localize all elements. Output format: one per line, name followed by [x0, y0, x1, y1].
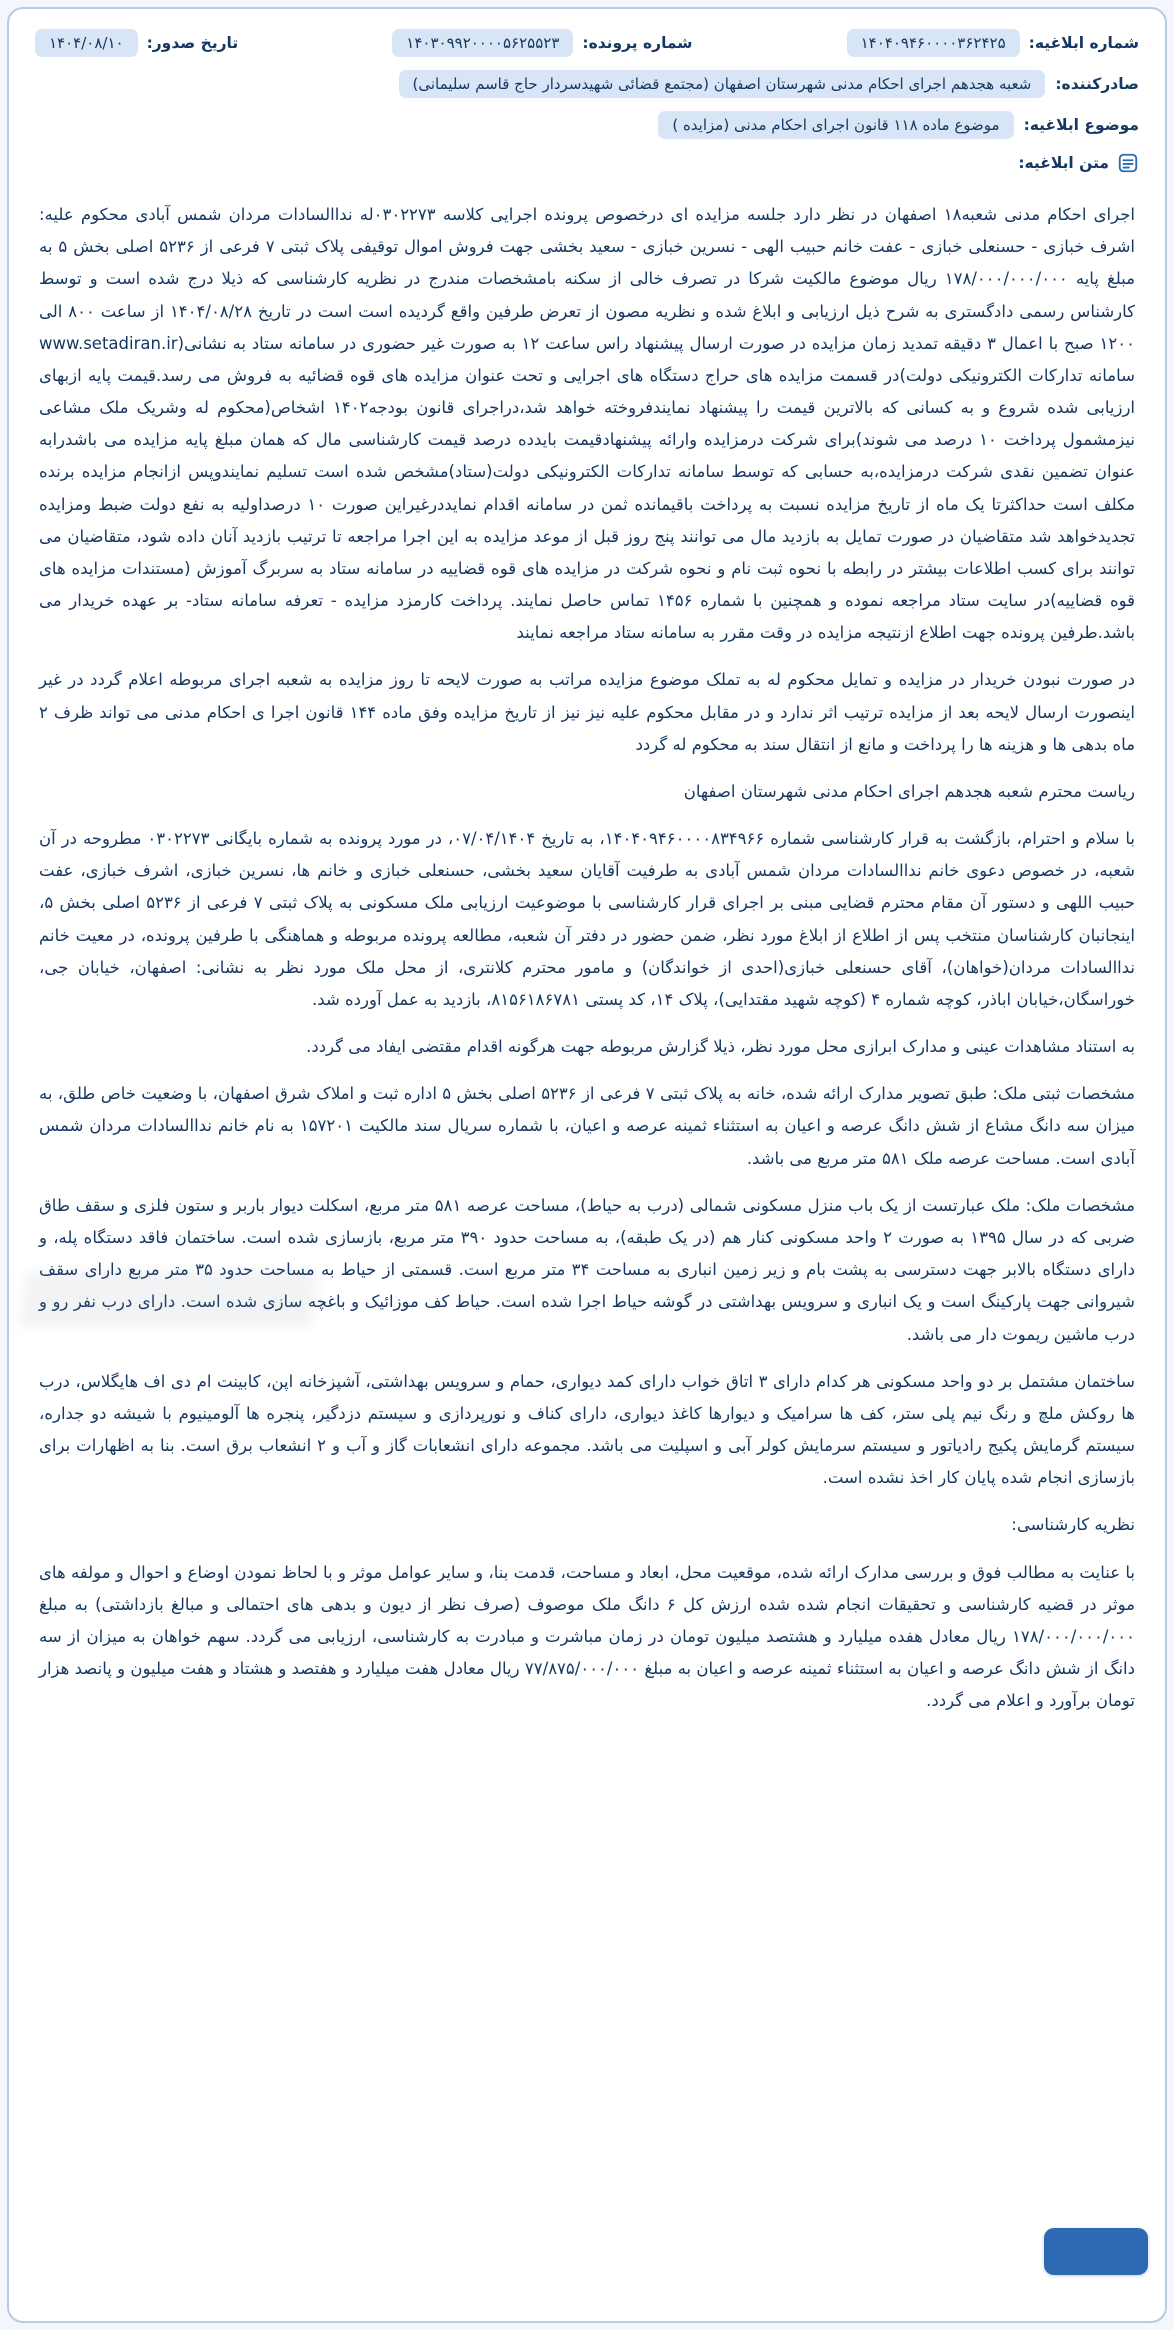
notice-body	[9, 191, 1165, 1717]
notice-header	[9, 9, 1165, 191]
notice-number-value: ۱۴۰۴۰۹۴۶۰۰۰۰۳۶۲۴۲۵	[847, 29, 1020, 57]
buyer-absence-paragraph: در صورت نبودن خریدار در مزایده و تمایل محکوم له به تملک موضوع مزایده مراتب به صورت لایحه تا روز مزایده به شعبه اجرای مربوطه اعلام گردد در غیر اینصورت ارسال لایحه بعد از مزایده ترتیب اثر ندارد و در مقابل محکوم علیه نیز نیز از تاریخ مزایده وفق ماده ۱۴۴ قانون اجرا ی احکام مدنی می تواند ظرف ۲ ماه بدهی ها و هزینه ها را پرداخت و مانع از انتقال سند به محکوم له گردد	[39, 670, 1136, 754]
valuation-paragraph: با عنایت به مطالب فوق و بررسی مدارک ارائه شده، موقعیت محل، ابعاد و مساحت، قدمت بنا، و سایر عوامل موثر و با لحاظ نمودن اوضاع و احوال و مولفه های موثر در قضیه کارشناسی و تحقیقات انجام شده شده ارزش کل ۶ دانگ ملک موصوف (صرف نظر از دیون و بدهی های احتمالی و مبالغ بازداشتی) به مبلغ ۱۷۸/۰۰۰/۰۰۰/۰۰۰ ریال معادل هفده میلیارد و هشتصد میلیون تومان در زمان مباشرت و مبادرت به کارشناسی، ارزیابی می گردد. سهم خواهان به میزان از سه دانگ از شش دانگ عرصه و اعیان به استثناء ثمینه عرصه و اعیان به مبلغ ۷۷/۸۷۵/۰۰۰/۰۰۰ ریال معادل هفت میلیارد و هفتصد و هشتاد و هفت میلیون و پانصد هزار تومان برآورد و اعلام می گردد.	[39, 1562, 1135, 1711]
notice-number-field	[847, 29, 1139, 57]
property-specs-paragraph: مشخصات ملک: ملک عبارتست از یک باب منزل مسکونی شمالی (درب به حیاط)، مساحت عرصه ۵۸۱ متر مربع، اسکلت دیوار باربر و ستون فلزی و سقف طاق ضربی که در سال ۱۳۹۵ به صورت ۲ واحد مسکونی کنار هم (در یک طبقه)، به مساحت حدود ۳۹۰ متر مربع، بازسازی شده است. ساختمان فاقد دستگاه پله، و دارای دستگاه بالابر جهت دسترسی به پشت بام و زیر زمین انباری به مساحت ۳۴ متر مربع است. قسمتی از حیاط به مساحت حدود ۳۵ متر مربع دارای سقف شیروانی جهت پارکینگ است و یک انباری و سرویس بهداشتی در گوشه حیاط اجرا شده است. حیاط کف موزائیک و باغچه سازی شده است. دارای درب نفر رو و درب ماشین ریموت دار می باشد.	[39, 1195, 1135, 1344]
notice-card	[7, 7, 1167, 2323]
notice-text-header	[35, 152, 1139, 174]
header-row-issuer	[35, 70, 1139, 98]
court-head-salutation: ریاست محترم شعبه هجدهم اجرای احکام مدنی شهرستان اصفهان	[683, 781, 1135, 801]
expert-report-intro-paragraph: با سلام و احترام، بازگشت به قرار کارشناسی شماره ۱۴۰۴۰۹۴۶۰۰۰۰۸۳۴۹۶۶، به تاریخ ۰۷/۰۴/۱۴۰۴، در مورد پرونده به شماره بایگانی ۰۳۰۲۲۷۳ مطروحه در آن شعبه، در خصوص دعوی خانم نداالسادات مردان شمس آبادی به طرفیت آقایان سعید بخشی، حسنعلی خبازی و خانم ها، نسرین خبازی، اشرف خبازی، عفت حبیب اللهی و دستور آن مقام محترم قضایی مبنی بر اجرای قرار کارشناسی با موضوعیت ارزیابی ملک مسکونی به پلاک ثبتی ۷ فرعی از ۵۲۳۶ اصلی بخش ۵، اینجانبان کارشناسان منتخب پس از اطلاع از ابلاغ مورد نظر، ضمن حضور در دفتر آن شعبه، مطالعه پرونده مربوطه و هماهنگی با طرفین پرونده، در معیت خانم نداالسادات مردان(خواهان)، آقای حسنعلی خبازی(احدی از خواندگان) و مامور محترم کلانتری، از محل ملک مورد نظر به نشانی: اصفهان، خیابان جی، خوراسگان،خیابان اباذر، کوچه شماره ۴ (کوچه شهید مقتدایی)، پلاک ۱۴، کد پستی ۸۱۵۶۱۸۶۷۸۱، بازدید به عمل آورده شد.	[39, 829, 1136, 1009]
auction-notice-paragraph: اجرای احکام مدنی شعبه۱۸ اصفهان در نظر دارد جلسه مزایده ای درخصوص پرونده اجرایی کلاسه ۰۳۰۲۲۷۳له نداالسادات مردان شمس آبادی محکوم علیه: اشرف خبازی - حسنعلی خبازی - عفت خانم حبیب الهی - نسرین خبازی - سعید بخشی جهت فروش اموال توقیفی پلاک ثبتی ۷ فرعی از ۵۲۳۶ اصلی بخش ۵ به مبلغ پایه ۱۷۸/۰۰۰/۰۰۰/۰۰۰ ریال موضوع مالکیت شرکا در تصرف خالی از سکنه بامشخصات مندرج در نظریه کارشناسی که ذیلا درج شده است و توسط کارشناس رسمی دادگستری به شرح ذیل ارزیابی و ابلاغ شده و نظریه مصون از تعرض طرفین واقع گردیده است است در تاریخ ۱۴۰۴/۰۸/۲۸ از ساعت ۸۰۰ الی ۱۲۰۰ صبح با اعمال ۳ دقیقه تمدید زمان مزایده در صورت ارسال پیشنهاد راس ساعت ۱۲ به صورت غیر حضوری در سامانه ستاد به نشانی(www.setadiran.ir سامانه تدارکات الکترونیکی دولت)در قسمت مزایده های حراج دستگاه های اجرایی و تحت عنوان مزایده های قوه قضائیه به فروش می رسد.قیمت پایه ازبهای ارزیابی شده شروع و به کسانی که بالاترین قیمت را پیشنهاد نمایندفروخته خواهد شد،دراجرای قانون بودجه۱۴۰۲ اشخاص(محکوم له وشریک ملک مشاعی نیزمشمول پرداخت ۱۰ درصد می شوند)برای شرکت درمزایده وارائه پیشنهادقیمت بایدده درصد قیمت کارشناسی مال که همان مبلغ پایه مزایده می باشدرابه عنوان تضمین نقدی شرکت درمزایده،به حسابی که توسط سامانه تدارکات الکترونیکی دولت(ستاد)مشخص شده است تسلیم نمایندوپس ازانجام مزایده برنده مکلف است حداکثرتا یک ماه از تاریخ مزایده نسبت به پرداخت باقیمانده ثمن در سامانه اقدام نمایددرغیراین صورت ۱۰ درصداولیه به نفع دولت ضبط ومزایده تجدیدخواهد شد متقاضیان در صورت تمایل به بازدید مال می توانند پنج روز قبل از موعد مزایده به این اجرا مراجعه تا ترتیب بازدید آنان داده شود، متقاضیان می توانند برای کسب اطلاعات بیشتر در رابطه با نحوه ثبت نام و نحوه شرکت در مزایده های قوه قضاییه در سامانه ستاد به سربرگ آموزش (مستندات مزایده های قوه قضاییه)در سایت ستاد مراجعه نموده و همچنین با شماره ۱۴۵۶ تماس حاصل نمایند. پرداخت کارمزد مزایده - تعرفه سامانه ستاد- بر عهده خریدار می باشد.طرفین پرونده جهت اطلاع ازنتیجه مزایده در وقت مقرر به سامانه ستاد مراجعه نمایند	[39, 205, 1136, 643]
issue-date-field	[35, 29, 238, 57]
document-lines-icon	[1117, 152, 1139, 174]
bottom-action-button[interactable]	[1044, 2228, 1148, 2275]
issue-date-label: تاریخ صدور:	[146, 34, 239, 52]
notice-number-label: شماره ابلاغیه:	[1028, 34, 1139, 52]
property-registration-specs-paragraph: مشخصات ثبتی ملک: طبق تصویر مدارک ارائه شده، خانه به پلاک ثبتی ۷ فرعی از ۵۲۳۶ اصلی بخش ۵ اداره ثبت و املاک شرق اصفهان، با وضعیت خاص طلق، به میزان سه دانگ مشاع از شش دانگ عرصه و اعیان به استثناء ثمینه عرصه و اعیان، با شماره سریال سند مالکیت ۱۵۷۲۰۱ به نام خانم نداالسادات مردان شمس آبادی است. مساحت عرصه ملک ۵۸۱ متر مربع می باشد.	[39, 1084, 1135, 1168]
issuer-value: شعبه هجدهم اجرای احکام مدنی شهرستان اصفهان (مجتمع قضائی شهیدسردار حاج قاسم سلیمانی)	[399, 70, 1046, 98]
issuer-label: صادرکننده:	[1055, 75, 1139, 93]
issue-date-value: ۱۴۰۴/۰۸/۱۰	[35, 29, 138, 57]
case-number-value: ۱۴۰۳۰۹۹۲۰۰۰۰۵۶۲۵۵۲۳	[392, 29, 573, 57]
expert-opinion-heading: نظریه کارشناسی:	[1011, 1515, 1135, 1535]
header-row-identifiers	[35, 29, 1139, 57]
header-row-subject	[35, 111, 1139, 139]
report-basis-line: به استناد مشاهدات عینی و مدارک ابرازی محل مورد نظر، ذیلا گزارش مربوطه جهت هرگونه اقدام مقتضی ایفاد می گردد.	[306, 1037, 1135, 1057]
subject-value: موضوع ماده ۱۱۸ قانون اجرای احکام مدنی (مزایده )	[658, 111, 1013, 139]
subject-label: موضوع ابلاغیه:	[1023, 116, 1139, 134]
notice-text-label: متن ابلاغیه:	[1018, 154, 1109, 172]
case-number-label: شماره پرونده:	[582, 34, 693, 52]
building-description-paragraph: ساختمان مشتمل بر دو واحد مسکونی هر کدام دارای ۳ اتاق خواب دارای کمد دیواری، حمام و سرویس بهداشتی، آشپزخانه اپن، کابینت ام دی اف هایگلاس، درب ها روکش ملچ و رنگ نیم پلی ستر، کف ها سرامیک و دیوارها کاغذ دیواری، دارای کناف و نورپردازی و سیستم دزدگیر، پنجره ها آلومینیوم با شیشه دو جداره، سیستم گرمایش پکیج رادیاتور و سیستم سرمایش کولر آبی و اسپلیت می باشد. مجموعه دارای انشعابات گاز و آب و ۲ انشعاب برق است. بنا به اظهارات برای بازسازی انجام شده پایان کار اخذ نشده است.	[39, 1371, 1135, 1488]
case-number-field	[392, 29, 692, 57]
